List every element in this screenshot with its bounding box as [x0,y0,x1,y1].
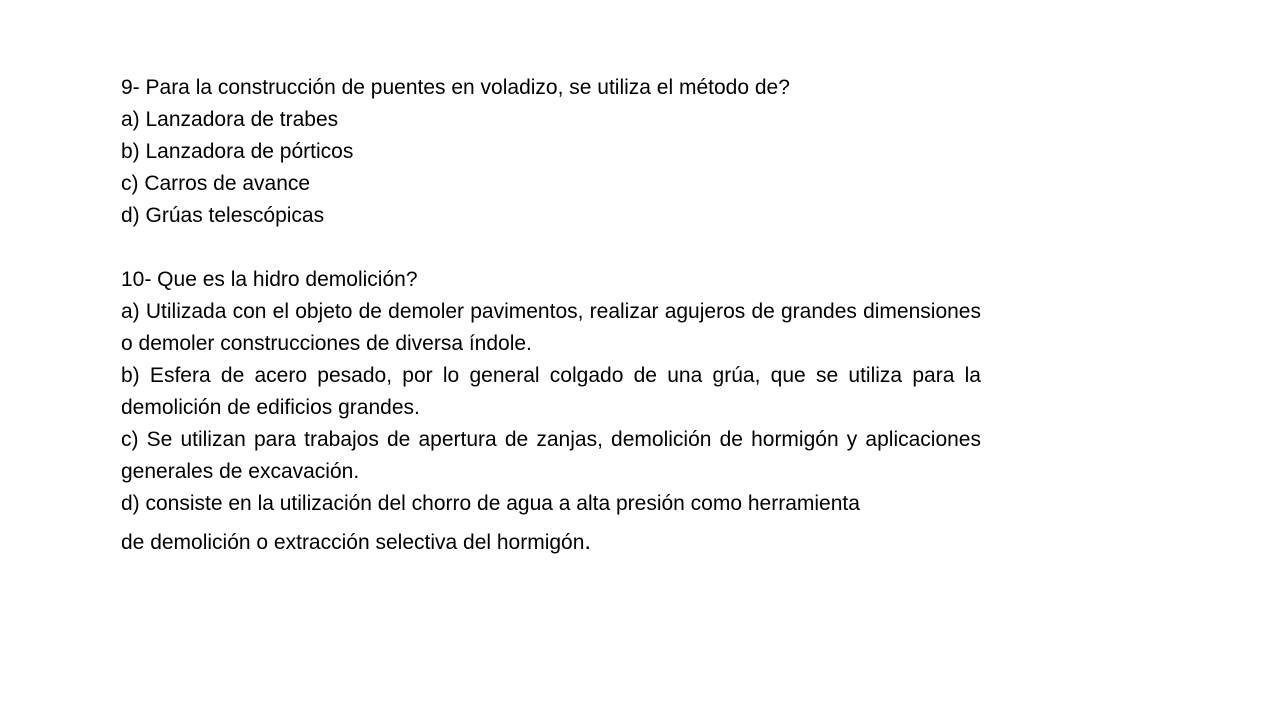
option-d-continuation-text: de demolición o extracción selectiva del hormigón [121,531,585,554]
question-10-option-a: a) Utilizada con el objeto de demoler pavimentos, realizar agujeros de grandes dimensiones o demoler construcciones de diversa índole. [121,300,981,355]
question-9-option-b: b) Lanzadora de pórticos [121,140,354,163]
question-10-option-d: d) consiste en la utilización del chorro de agua a alta presión como herramienta [121,492,860,515]
question-10-option-d-continuation [121,526,981,559]
slide-content [121,72,981,559]
question-9-option-d: d) Grúas telescópicas [121,204,325,227]
question-10-option-c: c) Se utilizan para trabajos de apertura de zanjas, demolición de hormigón y aplicaciones generales de excavación. [121,428,981,483]
final-period: . [584,528,592,555]
blank-line [121,232,981,264]
question-9-block [121,72,981,232]
question-10-block [121,264,981,559]
question-10-text: 10- Que es la hidro demolición? [121,268,418,291]
question-9-text: 9- Para la construcción de puentes en voladizo, se utiliza el método de? [121,76,790,99]
question-9-option-a: a) Lanzadora de trabes [121,108,339,131]
question-10-option-b: b) Esfera de acero pesado, por lo general colgado de una grúa, que se utiliza para la demolición de edificios grandes. [121,364,981,419]
question-9-option-c: c) Carros de avance [121,172,311,195]
